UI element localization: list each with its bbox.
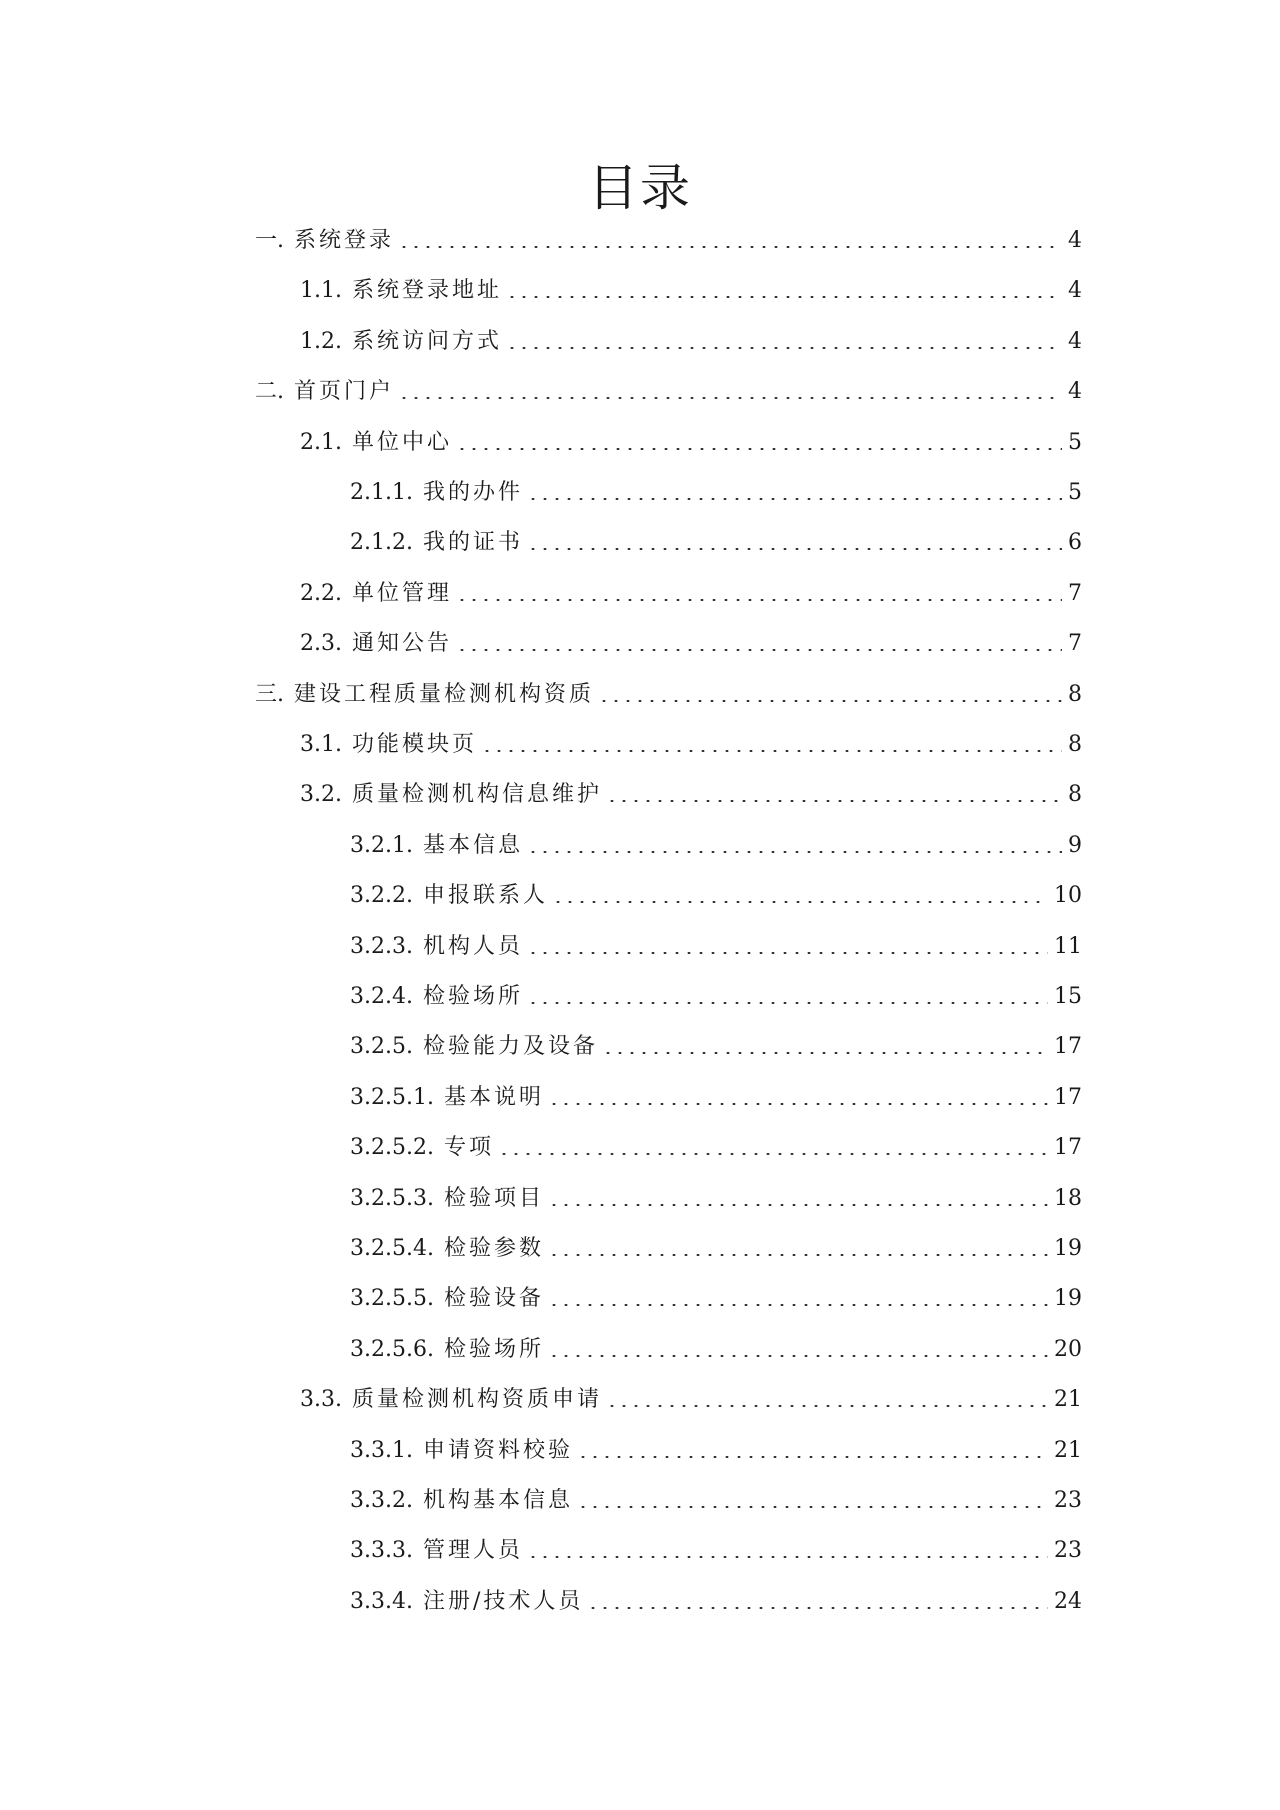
- toc-entry-page-number: 24: [1054, 1588, 1082, 1614]
- toc-entry-title: 注册/技术人员: [422, 1588, 584, 1614]
- toc-entry-page-number: 5: [1068, 480, 1082, 505]
- toc-entry[interactable]: [350, 877, 1082, 911]
- toc-entry-title: 专项: [443, 1135, 494, 1161]
- toc-entry-page-number: 7: [1068, 631, 1082, 657]
- toc-entry-number: 3.2.5.6.: [350, 1336, 434, 1362]
- toc-entry-page-number: 21: [1054, 1387, 1082, 1413]
- toc-entry-number: 2.2.: [300, 580, 342, 606]
- toc-entry-number: 1.2.: [300, 328, 342, 354]
- toc-dot-leader: [548, 1103, 1048, 1105]
- toc-entry-number: 2.1.1.: [350, 480, 413, 505]
- toc-entry-number: 3.3.3.: [350, 1538, 413, 1564]
- toc-entry-number: 二.: [255, 379, 284, 405]
- toc-entry[interactable]: [300, 272, 1082, 306]
- toc-entry-title: 系统登录地址: [351, 278, 502, 304]
- toc-entry-number: 3.2.5.4.: [350, 1236, 434, 1261]
- toc-entry-page-number: 8: [1068, 681, 1082, 707]
- toc-entry-number: 3.2.2.: [350, 883, 413, 909]
- toc-entry-page-number: 17: [1054, 1034, 1082, 1060]
- toc-entry-title: 管理人员: [422, 1538, 523, 1564]
- toc-dot-leader: [548, 1204, 1048, 1206]
- toc-entry-page-number: 10: [1054, 883, 1082, 909]
- toc-entry-number: 三.: [255, 681, 284, 707]
- toc-entry-title: 检验参数: [443, 1236, 544, 1261]
- toc-entry-number: 3.3.1.: [350, 1437, 413, 1463]
- toc-entry-number: 3.2.4.: [350, 984, 413, 1009]
- toc-entry-page-number: 18: [1054, 1185, 1082, 1211]
- toc-dot-leader: [527, 952, 1048, 954]
- toc-entry-title: 机构基本信息: [422, 1488, 573, 1513]
- toc-entry[interactable]: [300, 323, 1082, 357]
- toc-entry[interactable]: [350, 1230, 1082, 1264]
- toc-entry-title: 检验场所: [443, 1336, 544, 1362]
- toc-dot-leader: [598, 700, 1062, 702]
- toc-entry-page-number: 21: [1054, 1437, 1082, 1463]
- toc-entry-title: 单位中心: [351, 429, 452, 455]
- toc-entry-page-number: 7: [1068, 580, 1082, 606]
- toc-dot-leader: [548, 1355, 1048, 1357]
- toc-entry-title: 我的证书: [422, 530, 523, 556]
- toc-entry-title: 机构人员: [422, 933, 523, 959]
- toc-entry-page-number: 19: [1054, 1236, 1082, 1261]
- toc-entry[interactable]: [350, 1280, 1082, 1314]
- toc-entry-page-number: 11: [1054, 933, 1082, 959]
- toc-dot-leader: [577, 1456, 1048, 1458]
- toc-entry-number: 3.1.: [300, 732, 342, 757]
- toc-dot-leader: [577, 1506, 1048, 1508]
- toc-entry-page-number: 4: [1068, 379, 1082, 405]
- toc-entry[interactable]: [300, 1381, 1082, 1415]
- toc-dot-leader: [498, 1153, 1048, 1155]
- toc-entry[interactable]: [350, 1028, 1082, 1062]
- toc-dot-leader: [398, 246, 1062, 248]
- toc-entry-number: 1.1.: [300, 278, 342, 304]
- toc-entry-page-number: 23: [1054, 1538, 1082, 1564]
- toc-dot-leader: [506, 296, 1062, 298]
- toc-entry-number: 一.: [255, 228, 284, 253]
- toc-entry[interactable]: [350, 827, 1082, 861]
- toc-entry[interactable]: [350, 1482, 1082, 1516]
- toc-entry[interactable]: [300, 726, 1082, 760]
- toc-entry-title: 功能模块页: [351, 732, 477, 757]
- toc-entry-number: 3.2.: [300, 782, 342, 808]
- toc-dot-leader: [606, 800, 1062, 802]
- toc-entry-page-number: 9: [1068, 832, 1082, 858]
- toc-entry-title: 首页门户: [294, 379, 395, 405]
- toc-entry-page-number: 15: [1054, 984, 1082, 1009]
- toc-entry-title: 基本说明: [443, 1084, 544, 1110]
- toc-entry-page-number: 4: [1068, 328, 1082, 354]
- toc-entry-number: 3.2.5.5.: [350, 1286, 434, 1312]
- toc-entry-title: 检验能力及设备: [422, 1034, 598, 1060]
- toc-dot-leader: [587, 1607, 1048, 1609]
- toc-entry-page-number: 23: [1054, 1488, 1082, 1513]
- toc-dot-leader: [552, 901, 1048, 903]
- toc-entry-number: 3.3.4.: [350, 1588, 413, 1614]
- toc-dot-leader: [398, 397, 1062, 399]
- toc-entry[interactable]: [350, 1331, 1082, 1365]
- toc-entry-title: 基本信息: [422, 832, 523, 858]
- toc-entry[interactable]: [350, 1432, 1082, 1466]
- toc-entry-number: 3.2.1.: [350, 832, 413, 858]
- toc-dot-leader: [548, 1304, 1048, 1306]
- toc-entry[interactable]: [350, 1180, 1082, 1214]
- toc-entry-title: 我的办件: [422, 480, 523, 505]
- toc-entry[interactable]: [350, 1532, 1082, 1566]
- toc-entry-title: 申报联系人: [422, 883, 548, 909]
- toc-entry-number: 3.2.5.2.: [350, 1135, 434, 1161]
- toc-entry[interactable]: [350, 1079, 1082, 1113]
- toc-entry-number: 3.3.2.: [350, 1488, 413, 1513]
- toc-entry[interactable]: [300, 575, 1082, 609]
- toc-dot-leader: [527, 1556, 1048, 1558]
- toc-entry-title: 系统访问方式: [351, 328, 502, 354]
- toc-entry-title: 系统登录: [294, 228, 395, 253]
- toc-dot-leader: [481, 750, 1062, 752]
- toc-entry[interactable]: [300, 776, 1082, 810]
- page-title: 目录: [588, 159, 692, 217]
- toc-entry[interactable]: [350, 928, 1082, 962]
- toc-entry[interactable]: [300, 625, 1082, 659]
- toc-dot-leader: [456, 649, 1062, 651]
- toc-entry-title: 建设工程质量检测机构资质: [294, 681, 595, 707]
- toc-dot-leader: [548, 1254, 1048, 1256]
- toc-entry-page-number: 6: [1068, 530, 1082, 556]
- toc-entry-number: 3.2.5.1.: [350, 1084, 434, 1110]
- toc-entry-page-number: 4: [1068, 278, 1082, 304]
- toc-entry-page-number: 17: [1054, 1084, 1082, 1110]
- toc-entry-title: 检验设备: [443, 1286, 544, 1312]
- toc-entry-page-number: 8: [1068, 782, 1082, 808]
- toc-entry-number: 2.3.: [300, 631, 342, 657]
- toc-entry-page-number: 17: [1054, 1135, 1082, 1161]
- toc-entry-page-number: 4: [1068, 228, 1082, 253]
- toc-entry[interactable]: [350, 474, 1082, 508]
- toc-entry-title: 质量检测机构资质申请: [351, 1387, 602, 1413]
- toc-entry-title: 单位管理: [351, 580, 452, 606]
- toc-entry-number: 3.3.: [300, 1387, 342, 1413]
- toc-dot-leader: [606, 1405, 1048, 1407]
- toc-dot-leader: [527, 498, 1062, 500]
- toc-dot-leader: [456, 599, 1062, 601]
- toc-entry-number: 2.1.: [300, 429, 342, 455]
- toc-entry[interactable]: [255, 373, 1082, 407]
- toc-entry-number: 3.2.5.: [350, 1034, 413, 1060]
- toc-entry-title: 检验场所: [422, 984, 523, 1009]
- toc-entry[interactable]: [350, 978, 1082, 1012]
- toc-entry-number: 3.2.5.3.: [350, 1185, 434, 1211]
- toc-entry[interactable]: [350, 1129, 1082, 1163]
- toc-entry-number: 2.1.2.: [350, 530, 413, 556]
- toc-entry-page-number: 8: [1068, 732, 1082, 757]
- toc-dot-leader: [602, 1052, 1048, 1054]
- toc-entry-page-number: 5: [1068, 429, 1082, 455]
- toc-entry-title: 申请资料校验: [422, 1437, 573, 1463]
- toc-entry-title: 通知公告: [351, 631, 452, 657]
- toc-entry-page-number: 20: [1054, 1336, 1082, 1362]
- toc-dot-leader: [506, 347, 1062, 349]
- toc-entry[interactable]: [255, 676, 1082, 710]
- toc-dot-leader: [527, 1002, 1048, 1004]
- toc-entry-page-number: 19: [1054, 1286, 1082, 1312]
- toc-entry-title: 检验项目: [443, 1185, 544, 1211]
- toc-dot-leader: [527, 851, 1062, 853]
- toc-entry[interactable]: [255, 222, 1082, 256]
- toc-entry[interactable]: [350, 1583, 1082, 1617]
- toc-dot-leader: [456, 448, 1062, 450]
- toc-entry-title: 质量检测机构信息维护: [351, 782, 602, 808]
- toc-dot-leader: [527, 548, 1062, 550]
- toc-entry[interactable]: [300, 424, 1082, 458]
- toc-entry[interactable]: [350, 524, 1082, 558]
- toc-entry-number: 3.2.3.: [350, 933, 413, 959]
